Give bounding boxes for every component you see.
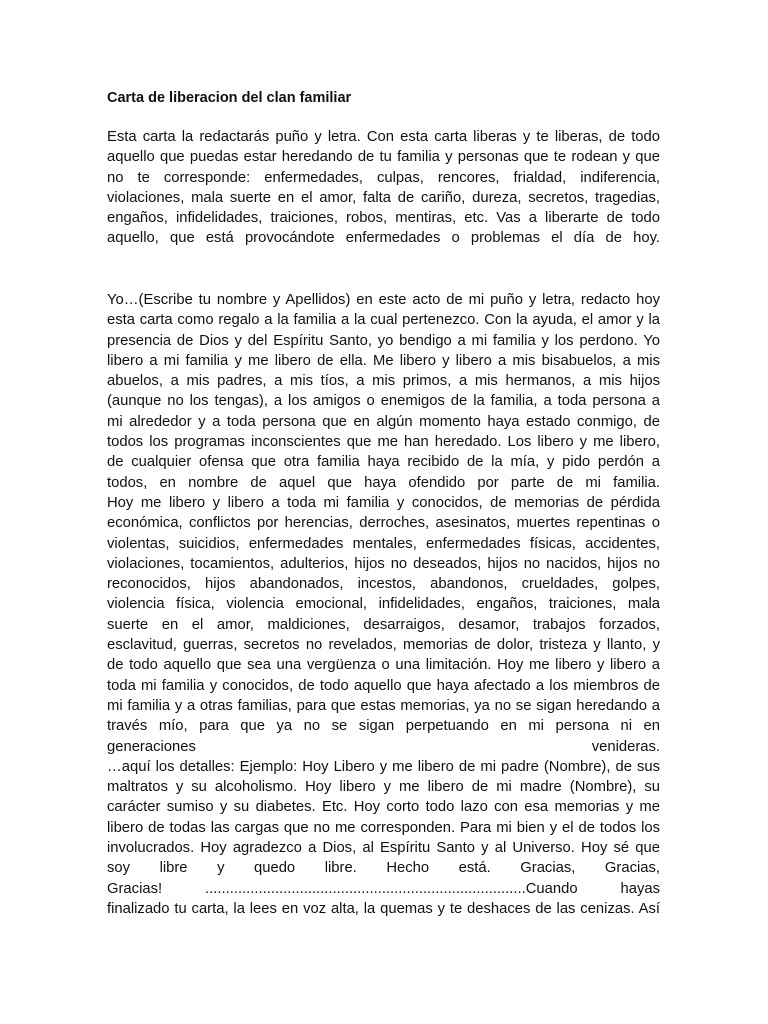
split-left-text: generaciones [107, 738, 196, 755]
text-line: económica, conflictos por herencias, derroches, asesinatos, muertes repentinas o [107, 515, 660, 532]
text-line: (aunque no los tengas), a los amigos o enemigos de la familia, a toda persona a [107, 393, 660, 410]
text-line: engaños, infidelidades, traiciones, robos, mentiras, etc. Vas a liberarte de todo [107, 210, 660, 227]
text-line: soy libre y quedo libre. Hecho está. Gracias, Gracias, [107, 860, 660, 877]
text-line: carácter sumiso y su diabetes. Etc. Hoy corto todo lazo con esa memorias y me [107, 799, 660, 816]
text-line: violaciones, mala suerte en el amor, falta de cariño, dureza, secretos, tragedias, [107, 189, 660, 206]
text-line: de cualquier ofensa que otra familia haya recibido de la mía, y pido perdón a [107, 454, 660, 471]
text-line: esclavitud, guerras, secretos no revelados, memorias de dolor, tristeza y llanto, y [107, 637, 660, 654]
text-line: finalizado tu carta, la lees en voz alta, la quemas y te deshaces de las cenizas. Así [107, 900, 660, 917]
text-line: …aquí los detalles: Ejemplo: Hoy Libero y me libero de mi padre (Nombre), de sus [107, 758, 660, 775]
text-line: no te corresponde: enfermedades, culpas, rencores, frialdad, indiferencia, [107, 169, 660, 186]
text-line: reconocidos, hijos abandonados, incestos, abandonos, crueldades, golpes, [107, 576, 660, 593]
text-line: involucrados. Hoy agradezco a Dios, al Espíritu Santo y al Universo. Hoy sé que [107, 840, 660, 857]
text-line: de todo aquello que sea una vergüenza o una limitación. Hoy me libero y libero a [107, 657, 660, 674]
text-line: todos los programas inconscientes que me han heredado. Los libero y me libero, [107, 434, 660, 451]
text-line: violentas, suicidios, enfermedades mentales, enfermedades físicas, accidentes, [107, 535, 660, 552]
text-line: violencia física, violencia emocional, infidelidades, engaños, traiciones, mala [107, 596, 660, 613]
intro-paragraph [107, 127, 660, 249]
text-line: Yo…(Escribe tu nombre y Apellidos) en este acto de mi puño y letra, redacto hoy [107, 292, 660, 308]
text-line: abuelos, a mis padres, a mis tíos, a mis primos, a mis hermanos, a mis hijos [107, 373, 660, 390]
text-line-split [107, 737, 660, 757]
document-title: Carta de liberacion del clan familiar [107, 90, 352, 106]
text-line: toda mi familia y conocidos, de todo aquello que haya afectado a los miembros de [107, 677, 660, 694]
text-line: aquello que puedas estar heredando de tu familia y personas que te rodean y que [107, 149, 660, 166]
text-line: violaciones, tocamientos, adulterios, hijos no deseados, hijos no nacidos, hijos no [107, 555, 660, 572]
text-line: suerte en el amor, maldiciones, desarraigos, desamor, trabajos forzados, [107, 616, 660, 633]
text-line: mi alrededor y a toda persona que en algún momento haya estado conmigo, de [107, 413, 660, 430]
text-line: mi familia y a otras familias, para que estas memorias, ya no se sigan heredando a [107, 697, 660, 714]
text-line: Gracias! ..............................................................................Cuando hayas [107, 880, 660, 897]
text-line: libero a mi familia y me libero de ella. Me libero y libero a mis bisabuelos, a mis [107, 352, 660, 369]
text-line: presencia de Dios y del Espíritu Santo, yo bendigo a mi familia y los perdono. Yo [107, 332, 660, 349]
letter-paragraph [107, 290, 660, 919]
text-line: esta carta como regalo a la familia a la cual pertenezco. Con la ayuda, el amor y la [107, 312, 660, 329]
text-line: aquello, que está provocándote enfermedades o problemas el día de hoy. [107, 230, 660, 247]
text-line: todos, en nombre de aquel que haya ofendido por parte de mi familia. [107, 474, 660, 491]
text-line: libero de todas las cargas que no me corresponden. Para mi bien y el de todos los [107, 819, 660, 836]
split-right-text: venideras. [591, 738, 660, 755]
text-line: Esta carta la redactarás puño y letra. Con esta carta liberas y te liberas, de todo [107, 129, 660, 145]
text-line: maltratos y su alcoholismo. Hoy libero y me libero de mi madre (Nombre), su [107, 779, 660, 796]
text-line: través mío, para que ya no se sigan perpetuando en mi persona ni en [107, 718, 660, 735]
text-line: Hoy me libero y libero a toda mi familia y conocidos, de memorias de pérdida [107, 494, 660, 511]
